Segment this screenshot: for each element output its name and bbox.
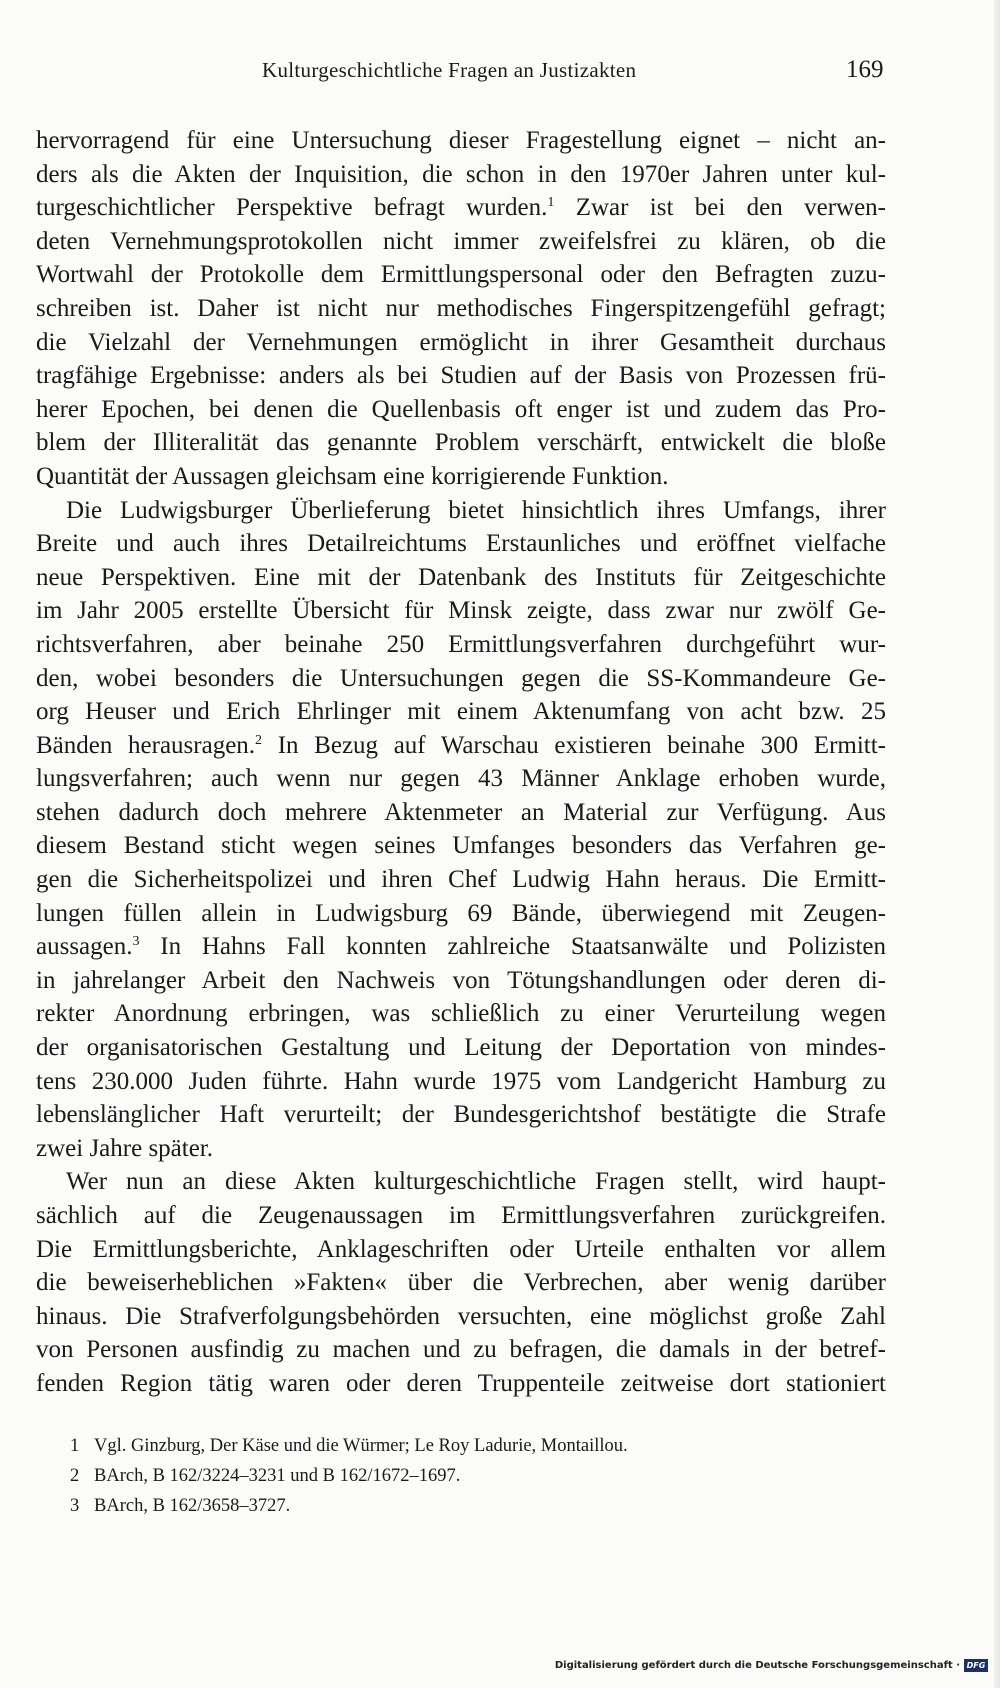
text-line: herer Epochen, bei denen die Quellenbasis oft enger ist und zudem das Pro- xyxy=(36,395,886,423)
text-line: zwei Jahre später. xyxy=(36,1134,214,1162)
text-line: hervorragend für eine Untersuchung dieser Fragestellung eignet – nicht an- xyxy=(36,127,886,154)
text-line: diesem Bestand sticht wegen seines Umfanges besonders das Verfahren ge- xyxy=(36,832,886,860)
text-line: tens 230.000 Juden führte. Hahn wurde 1975 vom Landgericht Hamburg zu xyxy=(36,1067,886,1095)
footnote xyxy=(70,1461,830,1491)
text-segment: Zwar ist bei den verwen- xyxy=(554,194,886,222)
text-segment: In Hahns Fall konnten zahlreiche Staatsanwälte und Polizisten xyxy=(139,933,886,961)
text-line: Die Ludwigsburger Überlieferung bietet hinsichtlich ihres Umfangs, ihrer xyxy=(66,496,886,524)
dfg-logo-icon: DFG xyxy=(964,1659,988,1672)
text-line xyxy=(36,191,886,225)
footnote-text: Vgl. Ginzburg, Der Käse und die Würmer; Le Roy Ladurie, Montaillou. xyxy=(94,1436,628,1456)
footnote-number: 2 xyxy=(70,1466,80,1486)
text-line: Wer nun an diese Akten kulturgeschichtliche Fragen stellt, wird haupt- xyxy=(66,1168,886,1196)
digitization-footer xyxy=(555,1656,988,1674)
text-line: sächlich auf die Zeugenaussagen im Ermittlungsverfahren zurückgreifen. xyxy=(36,1202,886,1229)
page-edge xyxy=(994,0,1000,1688)
text-line: lungsverfahren; auch wenn nur gegen 43 Männer Anklage erhoben wurde, xyxy=(36,765,886,793)
text-line xyxy=(36,930,886,964)
text-line: lebenslänglicher Haft verurteilt; der Bundesgerichtshof bestätigte die Strafe xyxy=(36,1101,886,1129)
text-line: fenden Region tätig waren oder deren Truppenteile zeitweise dort stationiert xyxy=(36,1369,886,1397)
text-line: deten Vernehmungsprotokollen nicht immer zweifelsfrei zu klären, ob die xyxy=(36,227,886,255)
footnote-text: BArch, B 162/3658–3727. xyxy=(94,1496,291,1516)
text-line: neue Perspektiven. Eine mit der Datenbank des Instituts für Zeitgeschichte xyxy=(36,563,886,591)
text-segment: Bänden herausragen. xyxy=(36,731,256,759)
text-line: lungen füllen allein in Ludwigsburg 69 Bände, überwiegend mit Zeugen- xyxy=(36,899,886,927)
running-title: Kulturgeschichtliche Fragen an Justizakten xyxy=(262,58,637,82)
digitization-note: Digitalisierung gefördert durch die Deutsche Forschungsgemeinschaft · xyxy=(554,1659,960,1671)
text-segment: In Bezug auf Warschau existieren beinahe 300 Ermitt- xyxy=(262,731,886,759)
text-line: org Heuser und Erich Ehrlinger mit einem Aktenumfang von acht bzw. 25 xyxy=(36,698,886,726)
page-number: 169 xyxy=(846,56,884,83)
text-line: in jahrelanger Arbeit den Nachweis von Tötungshandlungen oder deren di- xyxy=(36,966,886,994)
text-line xyxy=(36,729,886,763)
text-line: hinaus. Die Strafverfolgungsbehörden versuchten, eine möglichst große Zahl xyxy=(36,1302,886,1330)
text-line: die beweiserheblichen »Fakten« über die Verbrechen, aber wenig darüber xyxy=(36,1269,886,1297)
text-line: schreiben ist. Daher ist nicht nur methodisches Fingerspitzengefühl gefragt; xyxy=(36,294,886,322)
footnote-ref: 1 xyxy=(547,195,555,211)
text-line: die Vielzahl der Vernehmungen ermöglicht in ihrer Gesamtheit durchaus xyxy=(36,328,886,356)
text-line: tragfähige Ergebnisse: anders als bei Studien auf der Basis von Prozessen frü- xyxy=(36,362,886,390)
footnote-text: BArch, B 162/3224–3231 und B 162/1672–1697. xyxy=(94,1466,461,1486)
text-line: blem der Illiteralität das genannte Problem verschärft, entwickelt die bloße xyxy=(36,429,886,457)
footnote xyxy=(70,1431,830,1461)
text-line: gen die Sicherheitspolizei und ihren Chef Ludwig Hahn heraus. Die Ermitt- xyxy=(36,866,886,894)
body-text xyxy=(36,124,886,1401)
text-line: Wortwahl der Protokolle dem Ermittlungspersonal oder den Befragten zuzu- xyxy=(36,261,886,289)
text-line: Quantität der Aussagen gleichsam eine korrigierende Funktion. xyxy=(36,462,669,490)
text-line: den, wobei besonders die Untersuchungen gegen die SS-Kommandeure Ge- xyxy=(36,664,886,692)
text-line: der organisatorischen Gestaltung und Leitung der Deportation von mindes- xyxy=(36,1034,886,1062)
footnotes xyxy=(70,1431,830,1521)
text-line: von Personen ausfindig zu machen und zu befragen, die damals in der betref- xyxy=(36,1336,886,1364)
footnote-number: 3 xyxy=(70,1496,80,1516)
footnote xyxy=(70,1491,830,1521)
text-line: rekter Anordnung erbringen, was schließlich zu einer Verurteilung wegen xyxy=(36,1000,886,1028)
text-line: Die Ermittlungsberichte, Anklageschriften oder Urteile enthalten vor allem xyxy=(36,1235,886,1263)
text-line: im Jahr 2005 erstellte Übersicht für Minsk zeigte, dass zwar nur zwölf Ge- xyxy=(36,597,886,625)
text-line: Breite und auch ihres Detailreichtums Erstaunliches und eröffnet vielfache xyxy=(36,530,886,558)
text-line: richtsverfahren, aber beinahe 250 Ermittlungsverfahren durchgeführt wur- xyxy=(36,630,886,658)
footnote-number: 1 xyxy=(70,1436,80,1456)
footnote-ref: 3 xyxy=(132,934,140,950)
running-head xyxy=(0,58,1000,90)
footnote-ref: 2 xyxy=(255,732,263,748)
text-line: ders als die Akten der Inquisition, die schon in den 1970er Jahren unter kul- xyxy=(36,160,886,188)
text-segment: aussagen. xyxy=(36,933,133,961)
text-line: stehen dadurch doch mehrere Aktenmeter an Material zur Verfügung. Aus xyxy=(36,798,886,826)
text-segment: turgeschichtlicher Perspektive befragt wurden. xyxy=(36,194,548,222)
